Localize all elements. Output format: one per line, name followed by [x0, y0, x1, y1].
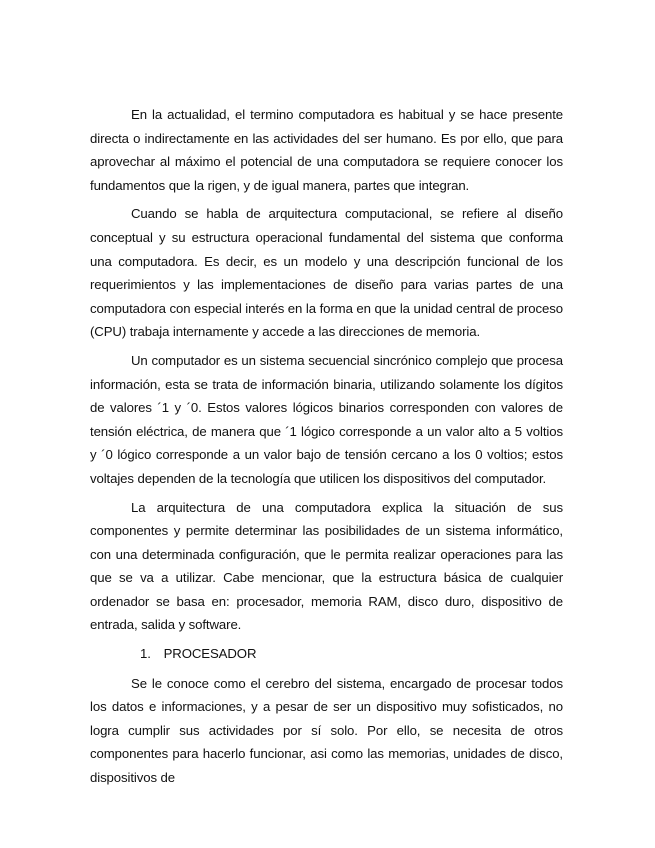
paragraph-computer-binary: Un computador es un sistema secuencial sincrónico complejo que procesa información, esta se trata de información binaria, utilizando solamente los dígitos de valores ´1 y ´0. Estos valores lógicos binarios corresponden con valores de tensión eléctrica, de manera que ´1 lógico corresponde a un valor alto a 5 voltios y ´0 lógico corresponde a un valor bajo de tensión cercano a los 0 voltios; estos voltajes dependen de la tecnología que utilicen los dispositivos del computador. [90, 352, 563, 486]
section-heading-title: PROCESADOR [163, 646, 257, 662]
paragraph-architecture-components: La arquitectura de una computadora explica la situación de sus componentes y permite determinar las posibilidades de un sistema informático, con una determinada configuración, que le permita realizar operaciones para las que se va a utilizar. Cabe mencionar, que la estructura básica de cualquier ordenador se basa en: procesador, memoria RAM, disco duro, dispositivo de entrada, salida y software. [90, 499, 563, 633]
paragraph-architecture-definition: Cuando se habla de arquitectura computacional, se refiere al diseño conceptual y su estructura operacional fundamental del sistema que conforma una computadora. Es decir, es un modelo y una descripción funcional de los requerimientos y las implementaciones de diseño para varias partes de una computadora con especial interés en la forma en que la unidad central de proceso (CPU) trabaja internamente y accede a las direcciones de memoria. [90, 206, 563, 340]
section-heading-number: 1. [140, 646, 151, 662]
paragraph-processor: Se le conoce como el cerebro del sistema, encargado de procesar todos los datos e informaciones, y a pesar de ser un dispositivo muy sofisticados, no logra cumplir sus actividades por sí solo. Por ello, se necesita de otros componentes para hacerlo funcionar, asi como las memorias, unidades de disco, dispositivos de [90, 675, 563, 786]
section-heading-processor [90, 642, 563, 666]
paragraph-intro: En la actualidad, el termino computadora es habitual y se hace presente directa o indirectamente en las actividades del ser humano. Es por ello, que para aprovechar al máximo el potencial de una computadora se requiere conocer los fundamentos que la rigen, y de igual manera, partes que integran. [90, 107, 563, 193]
document-body [90, 103, 563, 795]
